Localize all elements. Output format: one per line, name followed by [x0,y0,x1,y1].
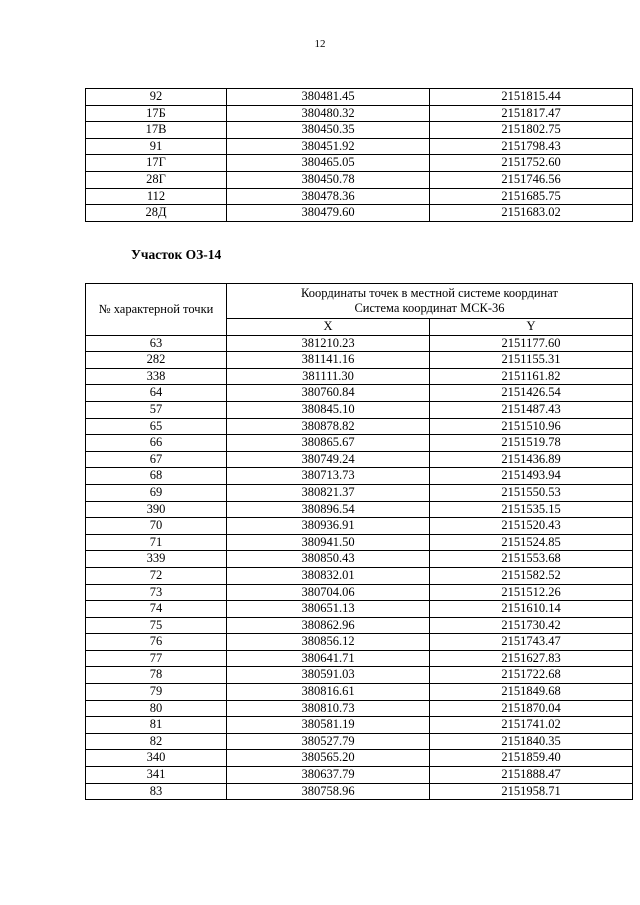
point-number-cell: 17В [86,122,227,139]
point-number-cell: 340 [86,750,227,767]
point-number-cell: 73 [86,584,227,601]
page-number: 12 [314,38,326,50]
x-coordinate-cell: 380713.73 [227,468,430,485]
table-row [86,501,633,518]
table-row [86,551,633,568]
x-coordinate-cell: 380704.06 [227,584,430,601]
point-number-cell: 66 [86,435,227,452]
point-number-cell: 67 [86,451,227,468]
point-number-cell: 71 [86,534,227,551]
x-coordinate-cell: 381111.30 [227,368,430,385]
x-coordinate-cell: 380749.24 [227,451,430,468]
point-number-cell: 72 [86,567,227,584]
x-coordinate-cell: 380591.03 [227,667,430,684]
x-coordinate-cell: 380941.50 [227,534,430,551]
y-coordinate-cell: 2151493.94 [430,468,633,485]
y-coordinate-cell: 2151870.04 [430,700,633,717]
table1-body [86,89,633,222]
table-row [86,138,633,155]
point-number-cell: 92 [86,89,227,106]
y-coordinate-cell: 2151550.53 [430,484,633,501]
table-row [86,171,633,188]
table-row [86,368,633,385]
x-coordinate-cell: 380856.12 [227,634,430,651]
table-row [86,717,633,734]
x-coordinate-cell: 380878.82 [227,418,430,435]
point-number-cell: 17Б [86,105,227,122]
point-number-cell: 77 [86,650,227,667]
x-coordinate-cell: 380651.13 [227,601,430,618]
x-coordinate-cell: 380810.73 [227,700,430,717]
point-number-cell: 80 [86,700,227,717]
x-coordinate-cell: 380850.43 [227,551,430,568]
y-coordinate-cell: 2151722.68 [430,667,633,684]
x-coordinate-cell: 380865.67 [227,435,430,452]
point-number-cell: 390 [86,501,227,518]
y-coordinate-cell: 2151610.14 [430,601,633,618]
coordinates-table-oz14 [85,283,633,800]
y-coordinate-cell: 2151859.40 [430,750,633,767]
y-coordinate-cell: 2151519.78 [430,435,633,452]
y-coordinate-cell: 2151426.54 [430,385,633,402]
y-coordinate-cell: 2151524.85 [430,534,633,551]
table-row [86,385,633,402]
table-row [86,584,633,601]
y-coordinate-cell: 2151520.43 [430,518,633,535]
x-coordinate-cell: 381141.16 [227,352,430,369]
table-row [86,451,633,468]
point-number-cell: 83 [86,783,227,800]
point-number-cell: 28Г [86,171,227,188]
table-row [86,105,633,122]
point-number-cell: 57 [86,401,227,418]
y-coordinate-cell: 2151436.89 [430,451,633,468]
header-coordinates-line1: Координаты точек в местной системе координат [301,286,558,300]
y-coordinate-cell: 2151798.43 [430,138,633,155]
table-row [86,601,633,618]
point-number-cell: 76 [86,634,227,651]
y-coordinate-cell: 2151161.82 [430,368,633,385]
x-coordinate-cell: 380480.32 [227,105,430,122]
table-row [86,205,633,222]
point-number-cell: 28Д [86,205,227,222]
table-row [86,650,633,667]
point-number-cell: 70 [86,518,227,535]
y-coordinate-cell: 2151746.56 [430,171,633,188]
point-number-cell: 282 [86,352,227,369]
y-coordinate-cell: 2151535.15 [430,501,633,518]
table-row [86,335,633,352]
point-number-cell: 81 [86,717,227,734]
y-coordinate-cell: 2151815.44 [430,89,633,106]
point-number-cell: 91 [86,138,227,155]
point-number-cell: 64 [86,385,227,402]
x-coordinate-cell: 380451.92 [227,138,430,155]
x-coordinate-cell: 381210.23 [227,335,430,352]
table2-body [86,335,633,800]
table-row [86,634,633,651]
header-coordinates [227,284,633,319]
table-row [86,89,633,106]
section-title: Участок ОЗ-14 [131,247,222,262]
y-coordinate-cell: 2151582.52 [430,567,633,584]
x-coordinate-cell: 380479.60 [227,205,430,222]
x-coordinate-cell: 380821.37 [227,484,430,501]
point-number-cell: 63 [86,335,227,352]
y-coordinate-cell: 2151510.96 [430,418,633,435]
point-number-cell: 68 [86,468,227,485]
table-row [86,534,633,551]
y-coordinate-cell: 2151487.43 [430,401,633,418]
x-coordinate-cell: 380816.61 [227,684,430,701]
point-number-cell: 74 [86,601,227,618]
header-x: X [227,319,430,336]
table-row [86,518,633,535]
coordinates-table-continued [85,88,633,222]
x-coordinate-cell: 380465.05 [227,155,430,172]
table-row [86,468,633,485]
table-row [86,667,633,684]
table-row [86,155,633,172]
x-coordinate-cell: 380450.35 [227,122,430,139]
table-row [86,783,633,800]
table-row [86,767,633,784]
table-row [86,401,633,418]
y-coordinate-cell: 2151752.60 [430,155,633,172]
y-coordinate-cell: 2151730.42 [430,617,633,634]
x-coordinate-cell: 380862.96 [227,617,430,634]
y-coordinate-cell: 2151741.02 [430,717,633,734]
x-coordinate-cell: 380760.84 [227,385,430,402]
header-y: Y [430,319,633,336]
table-row [86,188,633,205]
table-row [86,435,633,452]
point-number-cell: 341 [86,767,227,784]
x-coordinate-cell: 380832.01 [227,567,430,584]
table-row [86,733,633,750]
x-coordinate-cell: 380845.10 [227,401,430,418]
x-coordinate-cell: 380581.19 [227,717,430,734]
x-coordinate-cell: 380450.78 [227,171,430,188]
x-coordinate-cell: 380936.91 [227,518,430,535]
point-number-cell: 17Г [86,155,227,172]
x-coordinate-cell: 380896.54 [227,501,430,518]
point-number-cell: 112 [86,188,227,205]
table-row [86,122,633,139]
point-number-cell: 82 [86,733,227,750]
y-coordinate-cell: 2151683.02 [430,205,633,222]
point-number-cell: 75 [86,617,227,634]
y-coordinate-cell: 2151685.75 [430,188,633,205]
table-row [86,750,633,767]
table-row [86,567,633,584]
header-coordinates-line2: Система координат МСК-36 [354,301,505,315]
y-coordinate-cell: 2151802.75 [430,122,633,139]
x-coordinate-cell: 380758.96 [227,783,430,800]
table-row [86,617,633,634]
x-coordinate-cell: 380637.79 [227,767,430,784]
table-row [86,484,633,501]
x-coordinate-cell: 380565.20 [227,750,430,767]
y-coordinate-cell: 2151817.47 [430,105,633,122]
point-number-cell: 78 [86,667,227,684]
y-coordinate-cell: 2151553.68 [430,551,633,568]
y-coordinate-cell: 2151155.31 [430,352,633,369]
header-point-number: № характерной точки [86,284,227,336]
table-row [86,352,633,369]
x-coordinate-cell: 380481.45 [227,89,430,106]
y-coordinate-cell: 2151743.47 [430,634,633,651]
table-row [86,684,633,701]
point-number-cell: 338 [86,368,227,385]
table-row [86,418,633,435]
y-coordinate-cell: 2151958.71 [430,783,633,800]
point-number-cell: 69 [86,484,227,501]
y-coordinate-cell: 2151888.47 [430,767,633,784]
y-coordinate-cell: 2151177.60 [430,335,633,352]
x-coordinate-cell: 380527.79 [227,733,430,750]
y-coordinate-cell: 2151849.68 [430,684,633,701]
point-number-cell: 79 [86,684,227,701]
x-coordinate-cell: 380641.71 [227,650,430,667]
y-coordinate-cell: 2151512.26 [430,584,633,601]
x-coordinate-cell: 380478.36 [227,188,430,205]
y-coordinate-cell: 2151627.83 [430,650,633,667]
table-row [86,700,633,717]
point-number-cell: 65 [86,418,227,435]
point-number-cell: 339 [86,551,227,568]
y-coordinate-cell: 2151840.35 [430,733,633,750]
